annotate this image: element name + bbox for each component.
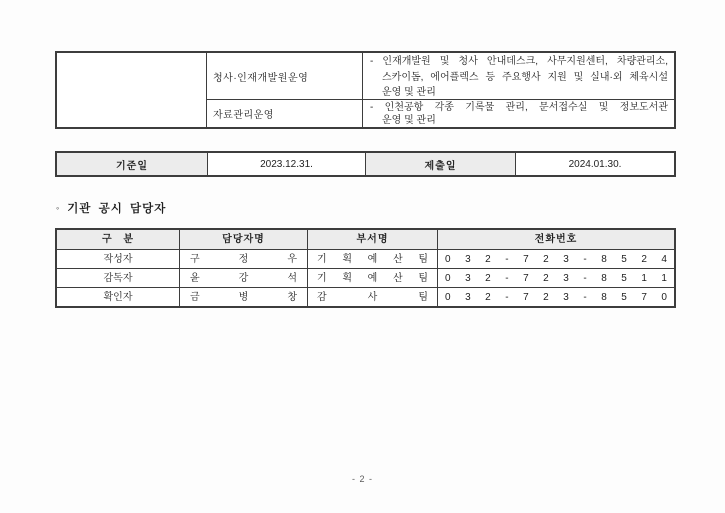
date-table [55, 151, 676, 177]
page-number: - 2 - [351, 474, 373, 484]
contact-name-cell: 구 정 우 [180, 249, 308, 268]
contact-role-cell: 작성자 [57, 249, 180, 268]
contact-section-title [56, 200, 166, 216]
contact-phone-cell: 0 3 2 - 7 2 3 - 8 5 1 1 [438, 268, 674, 287]
operations-description-cell [363, 100, 674, 127]
contact-phone-cell: 0 3 2 - 7 2 3 - 8 5 7 0 [438, 287, 674, 306]
contact-department-cell: 감 사 팀 [308, 287, 438, 306]
section-title-text: 기관 공시 담당자 [67, 203, 167, 215]
base-date-value-cell: 2023.12.31. [208, 153, 366, 175]
contact-department-cell: 기 획 예 산 팀 [308, 249, 438, 268]
contact-department-cell: 기 획 예 산 팀 [308, 268, 438, 287]
operations-table [55, 51, 676, 129]
contact-header-name: 담당자명 [180, 230, 308, 249]
operations-description-cell [363, 53, 674, 100]
operations-category-cell: 자료관리운영 [207, 100, 363, 127]
contact-header-category: 구 분 [57, 230, 180, 249]
description-line: - 인천공항 각종 기록물 관리, 문서접수실 및 정보도서관 [370, 102, 668, 113]
contact-name-cell: 윤 강 석 [180, 268, 308, 287]
contact-name-cell: 금 병 창 [180, 287, 308, 306]
submission-date-label-cell: 제출일 [366, 153, 516, 175]
contact-role-cell: 감독자 [57, 268, 180, 287]
operations-category-cell: 청사·인재개발원운영 [207, 53, 363, 100]
circle-bullet-icon: ◦ [56, 203, 60, 213]
description-line: - 인재개발원 및 청사 안내데스크, 사무지원센터, 차량관리소, [370, 56, 668, 67]
contact-phone-cell: 0 3 2 - 7 2 3 - 8 5 2 4 [438, 249, 674, 268]
submission-date-value-cell: 2024.01.30. [568, 158, 622, 170]
base-date-label-cell: 기준일 [57, 153, 208, 175]
contact-header-department: 부서명 [308, 230, 438, 249]
description-line: 운영 및 관리 [382, 115, 436, 126]
contact-table [55, 228, 676, 308]
description-line: 운영 및 관리 [382, 87, 436, 98]
contact-role-cell: 확인자 [57, 287, 180, 306]
description-line: 스카이돔, 에어플렉스 등 주요행사 지원 및 실내·외 체육시설 [382, 71, 668, 83]
contact-header-phone: 전화번호 [438, 230, 674, 249]
operations-empty-cell [57, 53, 207, 127]
